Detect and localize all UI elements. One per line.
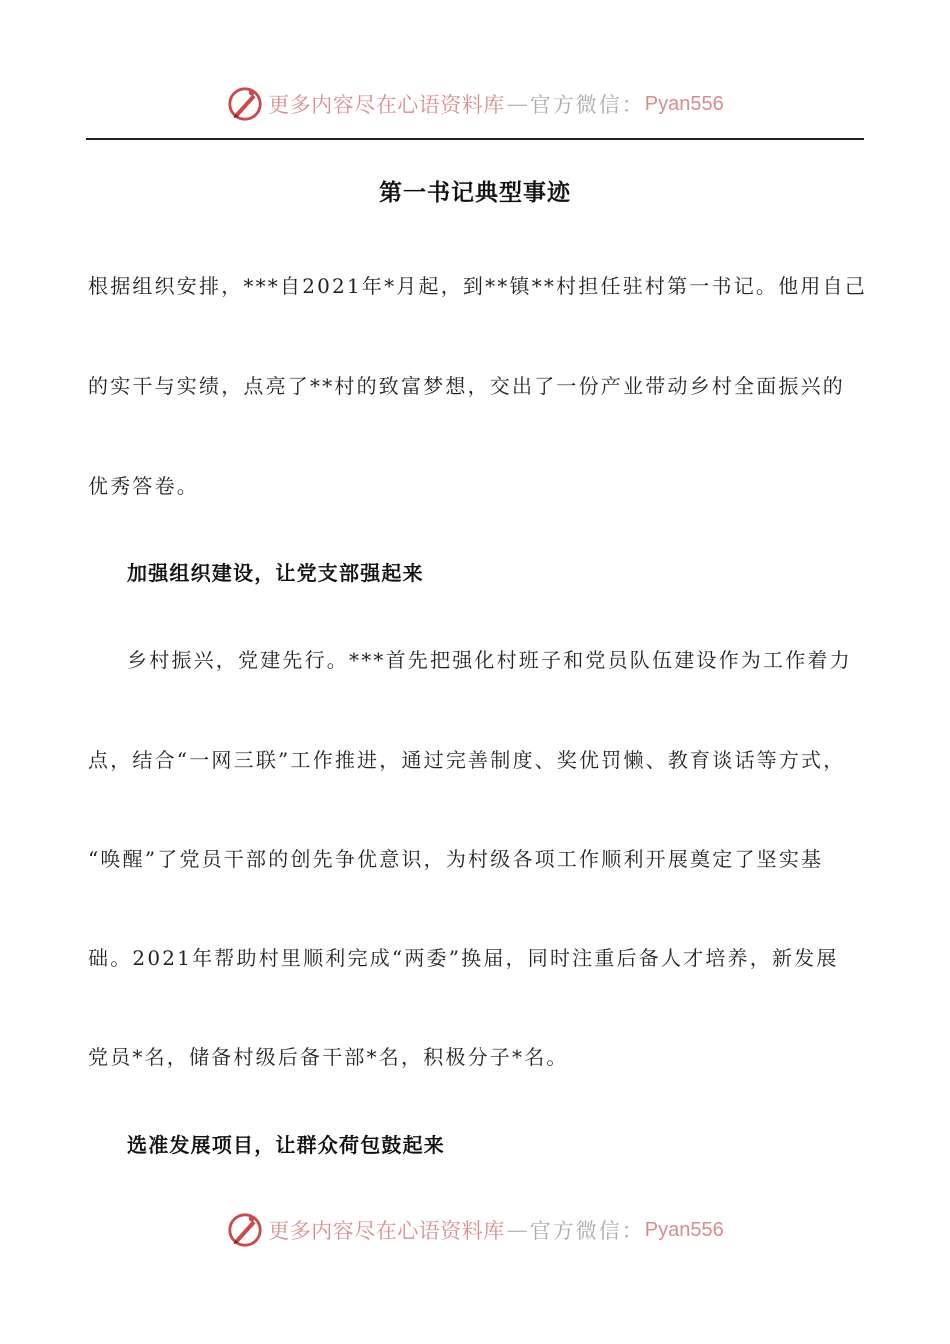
banner-wechat-id: Pyan556 <box>644 92 724 115</box>
pen-nib-logo-icon <box>226 85 264 123</box>
paragraph-line: 优秀答卷。 <box>88 474 199 498</box>
banner-wechat-id: Pyan556 <box>644 1218 724 1241</box>
footer-watermark-banner <box>0 1208 950 1252</box>
section-heading: 加强组织建设，让党支部强起来 <box>127 561 424 585</box>
paragraph-line: 的实干与实绩，点亮了**村的致富梦想，交出了一份产业带动乡村全面振兴的 <box>88 374 845 398</box>
banner-text: 更多内容尽在心语资料库 <box>268 93 505 117</box>
paragraph-line: 根据组织安排，***自2021年*月起，到**镇**村担任驻村第一书记。他用自己 <box>88 274 867 298</box>
paragraph-line: 础。2021年帮助村里顺利完成“两委”换届，同时注重后备人才培养，新发展 <box>88 946 839 970</box>
paragraph-line: 点，结合“一网三联”工作推进，通过完善制度、奖优罚懒、教育谈话等方式， <box>88 748 846 772</box>
paragraph-line: “唤醒”了党员干部的创先争优意识，为村级各项工作顺利开展奠定了坚实基 <box>88 847 824 871</box>
paragraph-line: 党员*名，储备村级后备干部*名，积极分子*名。 <box>88 1045 569 1069</box>
header-watermark-banner <box>0 82 950 126</box>
section-heading: 选准发展项目，让群众荷包鼓起来 <box>127 1133 445 1157</box>
header-divider <box>86 138 864 140</box>
paragraph-line: 乡村振兴，党建先行。***首先把强化村班子和党员队伍建设作为工作着力 <box>127 648 852 672</box>
banner-label: 官方微信： <box>529 93 645 117</box>
banner-label: 官方微信： <box>529 1219 645 1243</box>
banner-text: 更多内容尽在心语资料库 <box>268 1219 505 1243</box>
banner-separator: — <box>506 92 528 116</box>
pen-nib-logo-icon <box>226 1211 264 1249</box>
document-title: 第一书记典型事迹 <box>379 179 571 206</box>
banner-separator: — <box>506 1218 528 1242</box>
